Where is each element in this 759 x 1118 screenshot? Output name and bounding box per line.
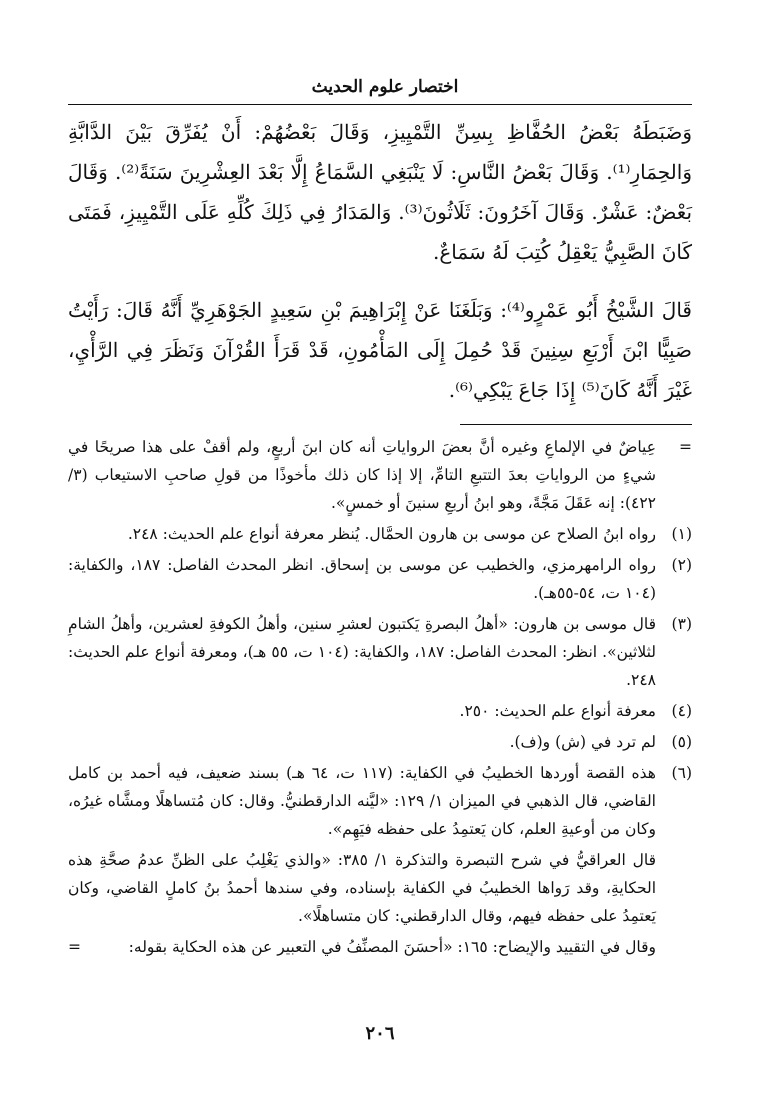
- footnote-number: (٣): [671, 615, 692, 633]
- footnote-continued: [68, 433, 692, 517]
- footnote-6: [68, 759, 692, 843]
- main-text-block: [68, 112, 692, 410]
- footnote-6-continuation: [68, 846, 692, 930]
- footnote-number: (٢): [671, 556, 692, 574]
- footnote-number: (٦): [671, 764, 692, 782]
- footnote-5: [68, 728, 692, 756]
- footnote-text: رواه الرامهرمزي، والخطيب عن موسى بن إسحاق. انظر المحدث الفاصل: ١٨٧، والكفاية: (١٠٤ ت، ٥٤-٥٥هـ).: [68, 556, 657, 602]
- page-number: ٢٠٦: [365, 1023, 395, 1044]
- main-paragraph: وَضَبَطَهُ بَعْضُ الحُفَّاظِ بِسِنِّ التَّمْيِيزِ، وَقَالَ بَعْضُهُمْ: أَنْ يُفَرِّقَ بَيْنَ الدَّابَّةِ وَالحِمَارِ⁽¹⁾. وَقَالَ بَعْضُ النَّاسِ: لَا يَنْبَغِي السَّمَاعُ إِلَّا بَعْدَ العِشْرِينَ سَنَةً⁽²⁾. وَقَالَ بَعْضٌ: عَشْرٌ. وَقَالَ آخَرُونَ: ثَلَاثُونَ⁽³⁾. وَالمَدَارُ فِي ذَلِكَ كُلِّهِ عَلَى التَّمْيِيزِ، فَمَتَى كَانَ الصَّبِيُّ يَعْقِلُ كُتِبَ لَهُ سَمَاعٌ.: [68, 120, 693, 264]
- footnote-text: لم ترد في (ش) و(ف).: [509, 733, 656, 751]
- footnote-text: قال موسى بن هارون: «أهلُ البصرةِ يَكتبون لعشرِ سنين، وأهلُ الكوفةِ لعشرين، وأهلُ الشامِ لثلاثين». انظر: المحدث الفاصل: ١٨٧، والكفاية: (١٠٤ ت، ٥٥ هـ)، ومعرفة أنواع علم الحديث: ٢٤٨.: [68, 615, 657, 689]
- footnote-continuation-marker: =: [679, 438, 692, 456]
- footnote-divider: [460, 424, 692, 425]
- footnote-text: وقال في التقييد والإيضاح: ١٦٥: «أحسَنَ المصنِّفُ في التعبير عن هذه الحكاية بقوله:: [128, 938, 656, 956]
- footnote-4: [68, 697, 692, 725]
- footnote-text: قال العراقيُّ في شرح التبصرة والتذكرة ١/ ٣٨٥: «والذي يَغْلِبُ على الظنِّ عدمُ صحَّةِ هذه الحكايةِ، وقد رَواها الخطيبُ في الكفاية بإسناده، وفي سندها أحمدُ بنُ كاملٍ القاضي، وكان يَعتمِدُ على حفظه فيهم، وقال الدارقطني: كان متساهلًا».: [68, 851, 656, 925]
- footnotes-block: [68, 433, 692, 961]
- footnote-number: (٥): [671, 733, 692, 751]
- header-divider: [68, 104, 692, 105]
- footnote-number: (١): [671, 525, 692, 543]
- footnote-text: معرفة أنواع علم الحديث: ٢٥٠.: [459, 702, 656, 720]
- footnote-3: [68, 610, 692, 694]
- footnote-text: هذه القصة أوردها الخطيبُ في الكفاية: (١١٧ ت، ٦٤ هـ) بسند ضعيف، فيه أحمد بن كامل القاضي، قال الذهبي في الميزان ١/ ١٢٩: «ليَّنه الدارقطنيُّ. وقال: كان مُتساهلًا ومشَّاه غيرُه، وكان من أوعيةِ العلم، كان يَعتمِدُ على حفظه فيَهِم».: [68, 764, 656, 838]
- running-header-title: اختصار علوم الحديث: [311, 77, 459, 97]
- footnote-number: (٤): [671, 702, 692, 720]
- main-paragraph: قَالَ الشَّيْخُ أَبُو عَمْرٍو⁽⁴⁾: وَبَلَغَنَا عَنْ إِبْرَاهِيمَ بْنِ سَعِيدٍ الجَوْهَرِيِّ أَنَّهُ قَالَ: رَأَيْتُ صَبِيًّا ابْنَ أَرْبَعِ سِنِينَ قَدْ حُمِلَ إِلَى المَأْمُونِ، قَدْ قَرَأَ القُرْآنَ وَنَظَرَ فِي الرَّأْيِ، غَيْرَ أَنَّهُ كَانَ⁽⁵⁾ إِذَا جَاعَ يَبْكِي⁽⁶⁾.: [68, 298, 692, 402]
- footnote-6-final-line: [68, 933, 692, 961]
- footnote-text: عِياضٌ في الإلماعِ وغيره أنَّ بعضَ الرواياتِ أنه كان ابنَ أربعٍ، ولم أقفْ على هذا صريحًا في شيءٍ من الرواياتِ بعدَ التتبعِ التامِّ، إلا إذا كان ذلك مأخوذًا من قولِ صاحبِ الاستيعاب (٣/ ٤٢٢): إنه عَقَلَ مَجَّةً، وهو ابنُ أربعِ سنينَ أو خمسٍ».: [68, 438, 656, 512]
- footnote-text: رواه ابنُ الصلاح عن موسى بن هارون الحمَّال. يُنظر معرفة أنواع علم الحديث: ٢٤٨.: [127, 525, 656, 543]
- footnote-2: [68, 551, 692, 607]
- footnote-continues-marker: =: [68, 938, 81, 956]
- footnote-1: [68, 520, 692, 548]
